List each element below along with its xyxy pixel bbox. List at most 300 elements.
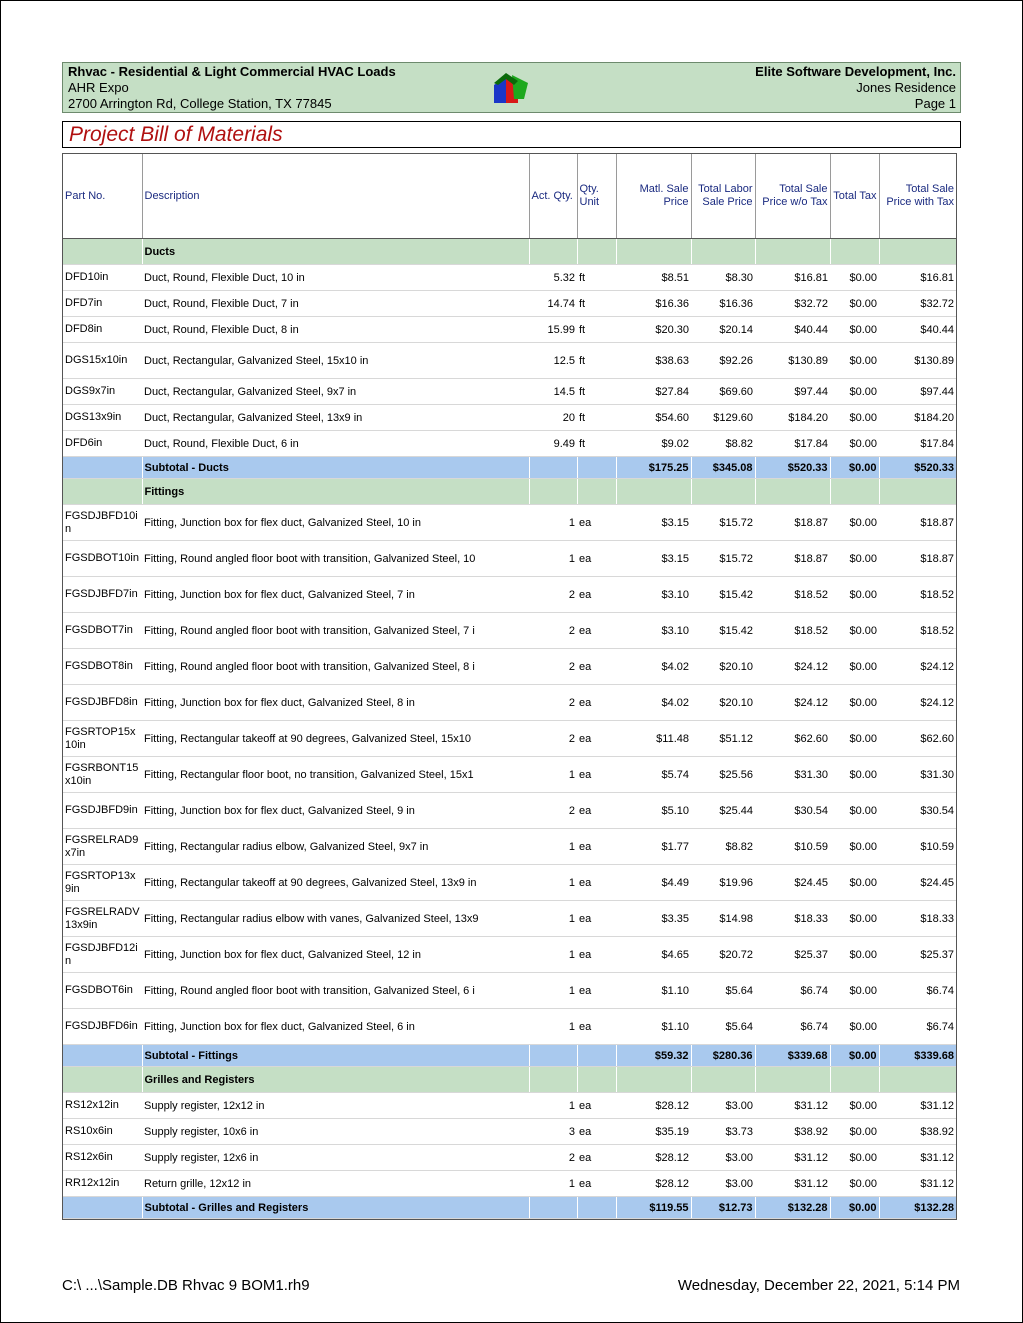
- act-qty-cell: 9.49: [529, 431, 577, 457]
- description-cell: Fitting, Rectangular takeoff at 90 degrees, Galvanized Steel, 15x10: [142, 721, 529, 757]
- app-title: Rhvac - Residential & Light Commercial HVAC Loads: [68, 64, 396, 79]
- table-row: [63, 613, 956, 649]
- category-cell: [577, 1067, 616, 1093]
- price-with-tax-cell: $31.12: [879, 1171, 956, 1197]
- labor-price-cell: $8.30: [691, 265, 755, 291]
- matl-price-cell: $11.48: [616, 721, 691, 757]
- labor-price-cell: $129.60: [691, 405, 755, 431]
- qty-unit-cell: ea: [577, 937, 616, 973]
- act-qty-cell: 15.99: [529, 317, 577, 343]
- col-price-wo-tax: Total Sale Price w/o Tax: [755, 154, 830, 239]
- description-cell: Fitting, Junction box for flex duct, Galvanized Steel, 9 in: [142, 793, 529, 829]
- labor-price-cell: $15.72: [691, 541, 755, 577]
- price-wo-tax-cell: $6.74: [755, 973, 830, 1009]
- labor-price-cell: $25.56: [691, 757, 755, 793]
- subtotal-empty-cell: [577, 457, 616, 479]
- qty-unit-cell: ea: [577, 1171, 616, 1197]
- description-cell: Fitting, Rectangular floor boot, no transition, Galvanized Steel, 15x1: [142, 757, 529, 793]
- labor-price-cell: $5.64: [691, 973, 755, 1009]
- table-row: [63, 937, 956, 973]
- price-wo-tax-cell: $17.84: [755, 431, 830, 457]
- price-with-tax-cell: $16.81: [879, 265, 956, 291]
- price-wo-tax-cell: $32.72: [755, 291, 830, 317]
- act-qty-cell: 2: [529, 721, 577, 757]
- matl-price-cell: $3.35: [616, 901, 691, 937]
- tax-cell: $0.00: [830, 973, 879, 1009]
- labor-price-cell: $5.64: [691, 1009, 755, 1045]
- labor-price-cell: $20.10: [691, 685, 755, 721]
- description-cell: Fitting, Round angled floor boot with transition, Galvanized Steel, 8 i: [142, 649, 529, 685]
- qty-unit-cell: ea: [577, 1119, 616, 1145]
- act-qty-cell: 14.74: [529, 291, 577, 317]
- part-no-cell: FGSRELRADV13x9in: [63, 901, 142, 937]
- matl-price-cell: $28.12: [616, 1171, 691, 1197]
- table-row: [63, 405, 956, 431]
- act-qty-cell: 1: [529, 901, 577, 937]
- category-cell: [755, 239, 830, 265]
- report-title-box: [62, 121, 961, 148]
- table-row: [63, 379, 956, 405]
- description-cell: Fitting, Junction box for flex duct, Galvanized Steel, 12 in: [142, 937, 529, 973]
- subtotal-matl: $119.55: [616, 1197, 691, 1219]
- qty-unit-cell: ft: [577, 343, 616, 379]
- tax-cell: $0.00: [830, 291, 879, 317]
- subtotal-label: Subtotal - Ducts: [142, 457, 529, 479]
- col-description: Description: [142, 154, 529, 239]
- qty-unit-cell: ea: [577, 973, 616, 1009]
- part-no-cell: FGSDBOT10in: [63, 541, 142, 577]
- tax-cell: $0.00: [830, 505, 879, 541]
- price-with-tax-cell: $30.54: [879, 793, 956, 829]
- part-no-cell: DFD6in: [63, 431, 142, 457]
- qty-unit-cell: ft: [577, 379, 616, 405]
- matl-price-cell: $1.10: [616, 973, 691, 1009]
- matl-price-cell: $27.84: [616, 379, 691, 405]
- labor-price-cell: $20.10: [691, 649, 755, 685]
- tax-cell: $0.00: [830, 265, 879, 291]
- matl-price-cell: $3.15: [616, 505, 691, 541]
- labor-price-cell: $8.82: [691, 431, 755, 457]
- category-cell: [879, 239, 956, 265]
- price-wo-tax-cell: $24.12: [755, 649, 830, 685]
- tax-cell: $0.00: [830, 865, 879, 901]
- description-cell: Supply register, 10x6 in: [142, 1119, 529, 1145]
- tax-cell: $0.00: [830, 379, 879, 405]
- category-cell: [830, 239, 879, 265]
- description-cell: Fitting, Rectangular radius elbow, Galvanized Steel, 9x7 in: [142, 829, 529, 865]
- part-no-cell: DFD8in: [63, 317, 142, 343]
- price-with-tax-cell: $40.44: [879, 317, 956, 343]
- price-wo-tax-cell: $30.54: [755, 793, 830, 829]
- qty-unit-cell: ea: [577, 577, 616, 613]
- col-labor-price: Total Labor Sale Price: [691, 154, 755, 239]
- price-wo-tax-cell: $130.89: [755, 343, 830, 379]
- price-wo-tax-cell: $18.87: [755, 505, 830, 541]
- table-row: [63, 721, 956, 757]
- description-cell: Fitting, Round angled floor boot with transition, Galvanized Steel, 7 i: [142, 613, 529, 649]
- matl-price-cell: $16.36: [616, 291, 691, 317]
- table-row: [63, 431, 956, 457]
- part-no-cell: RS12x6in: [63, 1145, 142, 1171]
- col-part-no: Part No.: [63, 154, 142, 239]
- matl-price-cell: $20.30: [616, 317, 691, 343]
- category-name: Grilles and Registers: [142, 1067, 529, 1093]
- description-cell: Duct, Rectangular, Galvanized Steel, 15x10 in: [142, 343, 529, 379]
- qty-unit-cell: ft: [577, 291, 616, 317]
- price-with-tax-cell: $6.74: [879, 973, 956, 1009]
- part-no-cell: RS10x6in: [63, 1119, 142, 1145]
- subtotal-matl: $59.32: [616, 1045, 691, 1067]
- table-row: [63, 317, 956, 343]
- col-matl-price: Matl. Sale Price: [616, 154, 691, 239]
- description-cell: Fitting, Junction box for flex duct, Galvanized Steel, 6 in: [142, 1009, 529, 1045]
- act-qty-cell: 2: [529, 1145, 577, 1171]
- tax-cell: $0.00: [830, 829, 879, 865]
- description-cell: Fitting, Junction box for flex duct, Galvanized Steel, 7 in: [142, 577, 529, 613]
- price-wo-tax-cell: $31.12: [755, 1093, 830, 1119]
- qty-unit-cell: ea: [577, 685, 616, 721]
- tax-cell: $0.00: [830, 431, 879, 457]
- labor-price-cell: $15.42: [691, 613, 755, 649]
- part-no-cell: FGSRTOP13x9in: [63, 865, 142, 901]
- labor-price-cell: $16.36: [691, 291, 755, 317]
- price-with-tax-cell: $18.87: [879, 541, 956, 577]
- table-row: [63, 343, 956, 379]
- tax-cell: $0.00: [830, 793, 879, 829]
- price-wo-tax-cell: $62.60: [755, 721, 830, 757]
- price-wo-tax-cell: $31.12: [755, 1171, 830, 1197]
- labor-price-cell: $3.00: [691, 1171, 755, 1197]
- tax-cell: $0.00: [830, 405, 879, 431]
- act-qty-cell: 3: [529, 1119, 577, 1145]
- subtotal-empty-cell: [63, 457, 142, 479]
- price-wo-tax-cell: $18.52: [755, 577, 830, 613]
- description-cell: Fitting, Rectangular takeoff at 90 degrees, Galvanized Steel, 13x9 in: [142, 865, 529, 901]
- price-with-tax-cell: $31.12: [879, 1145, 956, 1171]
- page-number: Page 1: [914, 96, 956, 111]
- category-cell: [577, 479, 616, 505]
- act-qty-cell: 1: [529, 505, 577, 541]
- category-row: [63, 1067, 956, 1093]
- price-with-tax-cell: $18.52: [879, 613, 956, 649]
- matl-price-cell: $38.63: [616, 343, 691, 379]
- act-qty-cell: 1: [529, 757, 577, 793]
- part-no-cell: FGSDBOT7in: [63, 613, 142, 649]
- subtotal-labor: $12.73: [691, 1197, 755, 1219]
- labor-price-cell: $3.00: [691, 1093, 755, 1119]
- act-qty-cell: 1: [529, 1009, 577, 1045]
- price-wo-tax-cell: $24.45: [755, 865, 830, 901]
- matl-price-cell: $3.10: [616, 613, 691, 649]
- category-cell: [879, 1067, 956, 1093]
- part-no-cell: DGS9x7in: [63, 379, 142, 405]
- company-address: 2700 Arrington Rd, College Station, TX 77845: [68, 96, 332, 111]
- description-cell: Fitting, Round angled floor boot with transition, Galvanized Steel, 6 i: [142, 973, 529, 1009]
- act-qty-cell: 1: [529, 829, 577, 865]
- table-row: [63, 1119, 956, 1145]
- description-cell: Return grille, 12x12 in: [142, 1171, 529, 1197]
- price-with-tax-cell: $17.84: [879, 431, 956, 457]
- part-no-cell: DGS13x9in: [63, 405, 142, 431]
- matl-price-cell: $4.02: [616, 685, 691, 721]
- subtotal-tax: $0.00: [830, 457, 879, 479]
- subtotal-wo-tax: $520.33: [755, 457, 830, 479]
- subtotal-empty-cell: [529, 1045, 577, 1067]
- table-row: [63, 649, 956, 685]
- labor-price-cell: $19.96: [691, 865, 755, 901]
- price-with-tax-cell: $32.72: [879, 291, 956, 317]
- subtotal-matl: $175.25: [616, 457, 691, 479]
- category-cell: [691, 479, 755, 505]
- price-wo-tax-cell: $97.44: [755, 379, 830, 405]
- labor-price-cell: $20.14: [691, 317, 755, 343]
- category-cell: [63, 479, 142, 505]
- tax-cell: $0.00: [830, 541, 879, 577]
- tax-cell: $0.00: [830, 757, 879, 793]
- act-qty-cell: 1: [529, 541, 577, 577]
- price-wo-tax-cell: $16.81: [755, 265, 830, 291]
- qty-unit-cell: ea: [577, 865, 616, 901]
- price-with-tax-cell: $184.20: [879, 405, 956, 431]
- subtotal-label: Subtotal - Fittings: [142, 1045, 529, 1067]
- price-with-tax-cell: $18.87: [879, 505, 956, 541]
- part-no-cell: FGSDBOT6in: [63, 973, 142, 1009]
- price-wo-tax-cell: $31.12: [755, 1145, 830, 1171]
- act-qty-cell: 20: [529, 405, 577, 431]
- part-no-cell: FGSRELRAD9x7in: [63, 829, 142, 865]
- price-with-tax-cell: $18.33: [879, 901, 956, 937]
- matl-price-cell: $3.10: [616, 577, 691, 613]
- subtotal-with-tax: $339.68: [879, 1045, 956, 1067]
- subtotal-tax: $0.00: [830, 1197, 879, 1219]
- price-wo-tax-cell: $31.30: [755, 757, 830, 793]
- part-no-cell: RS12x12in: [63, 1093, 142, 1119]
- tax-cell: $0.00: [830, 343, 879, 379]
- labor-price-cell: $51.12: [691, 721, 755, 757]
- price-wo-tax-cell: $25.37: [755, 937, 830, 973]
- tax-cell: $0.00: [830, 317, 879, 343]
- tax-cell: $0.00: [830, 721, 879, 757]
- table-row: [63, 1171, 956, 1197]
- description-cell: Fitting, Round angled floor boot with transition, Galvanized Steel, 10: [142, 541, 529, 577]
- subtotal-empty-cell: [577, 1045, 616, 1067]
- subtotal-empty-cell: [63, 1045, 142, 1067]
- vendor-name: Elite Software Development, Inc.: [755, 64, 956, 79]
- matl-price-cell: $3.15: [616, 541, 691, 577]
- category-cell: [830, 479, 879, 505]
- category-row: [63, 239, 956, 265]
- category-cell: [830, 1067, 879, 1093]
- category-cell: [63, 1067, 142, 1093]
- act-qty-cell: 2: [529, 577, 577, 613]
- qty-unit-cell: ea: [577, 613, 616, 649]
- matl-price-cell: $1.10: [616, 1009, 691, 1045]
- price-with-tax-cell: $24.45: [879, 865, 956, 901]
- category-name: Fittings: [142, 479, 529, 505]
- part-no-cell: FGSRTOP15x10in: [63, 721, 142, 757]
- price-with-tax-cell: $10.59: [879, 829, 956, 865]
- subtotal-with-tax: $520.33: [879, 457, 956, 479]
- tax-cell: $0.00: [830, 649, 879, 685]
- footer-file-path: C:\ ...\Sample.DB Rhvac 9 BOM1.rh9: [62, 1277, 310, 1294]
- matl-price-cell: $9.02: [616, 431, 691, 457]
- labor-price-cell: $8.82: [691, 829, 755, 865]
- table-row: [63, 685, 956, 721]
- description-cell: Duct, Round, Flexible Duct, 7 in: [142, 291, 529, 317]
- subtotal-tax: $0.00: [830, 1045, 879, 1067]
- matl-price-cell: $4.49: [616, 865, 691, 901]
- subtotal-empty-cell: [63, 1197, 142, 1219]
- matl-price-cell: $4.02: [616, 649, 691, 685]
- qty-unit-cell: ft: [577, 317, 616, 343]
- matl-price-cell: $5.10: [616, 793, 691, 829]
- matl-price-cell: $28.12: [616, 1093, 691, 1119]
- house-logo-icon: [492, 71, 532, 107]
- table-row: [63, 265, 956, 291]
- price-with-tax-cell: $31.30: [879, 757, 956, 793]
- price-with-tax-cell: $31.12: [879, 1093, 956, 1119]
- tax-cell: $0.00: [830, 1171, 879, 1197]
- act-qty-cell: 2: [529, 649, 577, 685]
- subtotal-labor: $280.36: [691, 1045, 755, 1067]
- company-name: AHR Expo: [68, 80, 129, 95]
- labor-price-cell: $3.00: [691, 1145, 755, 1171]
- table-row: [63, 577, 956, 613]
- matl-price-cell: $4.65: [616, 937, 691, 973]
- table-row: [63, 757, 956, 793]
- table-row: [63, 865, 956, 901]
- description-cell: Duct, Round, Flexible Duct, 8 in: [142, 317, 529, 343]
- tax-cell: $0.00: [830, 613, 879, 649]
- subtotal-empty-cell: [529, 457, 577, 479]
- qty-unit-cell: ea: [577, 829, 616, 865]
- matl-price-cell: $28.12: [616, 1145, 691, 1171]
- act-qty-cell: 1: [529, 1171, 577, 1197]
- act-qty-cell: 2: [529, 793, 577, 829]
- price-with-tax-cell: $97.44: [879, 379, 956, 405]
- table-header-row: [63, 154, 956, 239]
- description-cell: Duct, Round, Flexible Duct, 10 in: [142, 265, 529, 291]
- subtotal-wo-tax: $132.28: [755, 1197, 830, 1219]
- act-qty-cell: 12.5: [529, 343, 577, 379]
- category-cell: [616, 479, 691, 505]
- table-row: [63, 1145, 956, 1171]
- report-title: Project Bill of Materials: [69, 123, 283, 146]
- price-with-tax-cell: $38.92: [879, 1119, 956, 1145]
- tax-cell: $0.00: [830, 1145, 879, 1171]
- tax-cell: $0.00: [830, 937, 879, 973]
- matl-price-cell: $54.60: [616, 405, 691, 431]
- subtotal-labor: $345.08: [691, 457, 755, 479]
- table-row: [63, 291, 956, 317]
- qty-unit-cell: ea: [577, 1145, 616, 1171]
- act-qty-cell: 5.32: [529, 265, 577, 291]
- tax-cell: $0.00: [830, 1119, 879, 1145]
- subtotal-row: [63, 457, 956, 479]
- act-qty-cell: 2: [529, 613, 577, 649]
- qty-unit-cell: ft: [577, 265, 616, 291]
- description-cell: Supply register, 12x12 in: [142, 1093, 529, 1119]
- subtotal-wo-tax: $339.68: [755, 1045, 830, 1067]
- price-wo-tax-cell: $38.92: [755, 1119, 830, 1145]
- matl-price-cell: $8.51: [616, 265, 691, 291]
- labor-price-cell: $92.26: [691, 343, 755, 379]
- footer-datetime: Wednesday, December 22, 2021, 5:14 PM: [677, 1277, 960, 1294]
- price-wo-tax-cell: $10.59: [755, 829, 830, 865]
- part-no-cell: FGSDJBFD9in: [63, 793, 142, 829]
- description-cell: Fitting, Rectangular radius elbow with vanes, Galvanized Steel, 13x9: [142, 901, 529, 937]
- qty-unit-cell: ea: [577, 757, 616, 793]
- description-cell: Duct, Rectangular, Galvanized Steel, 13x9 in: [142, 405, 529, 431]
- category-cell: [755, 1067, 830, 1093]
- category-cell: [577, 239, 616, 265]
- tax-cell: $0.00: [830, 1093, 879, 1119]
- qty-unit-cell: ea: [577, 649, 616, 685]
- act-qty-cell: 14.5: [529, 379, 577, 405]
- price-with-tax-cell: $18.52: [879, 577, 956, 613]
- matl-price-cell: $35.19: [616, 1119, 691, 1145]
- price-with-tax-cell: $24.12: [879, 685, 956, 721]
- category-cell: [529, 479, 577, 505]
- category-cell: [879, 479, 956, 505]
- labor-price-cell: $25.44: [691, 793, 755, 829]
- col-price-with-tax: Total Sale Price with Tax: [879, 154, 956, 239]
- category-cell: [616, 1067, 691, 1093]
- part-no-cell: FGSDJBFD7in: [63, 577, 142, 613]
- bom-table: [62, 153, 957, 1220]
- price-with-tax-cell: $62.60: [879, 721, 956, 757]
- category-cell: [63, 239, 142, 265]
- price-wo-tax-cell: $24.12: [755, 685, 830, 721]
- price-wo-tax-cell: $40.44: [755, 317, 830, 343]
- category-cell: [529, 1067, 577, 1093]
- part-no-cell: DFD7in: [63, 291, 142, 317]
- qty-unit-cell: ea: [577, 793, 616, 829]
- price-with-tax-cell: $130.89: [879, 343, 956, 379]
- part-no-cell: FGSDJBFD12in: [63, 937, 142, 973]
- part-no-cell: FGSDJBFD6in: [63, 1009, 142, 1045]
- part-no-cell: FGSDJBFD8in: [63, 685, 142, 721]
- category-cell: [691, 1067, 755, 1093]
- act-qty-cell: 1: [529, 937, 577, 973]
- act-qty-cell: 1: [529, 1093, 577, 1119]
- part-no-cell: DFD10in: [63, 265, 142, 291]
- labor-price-cell: $69.60: [691, 379, 755, 405]
- category-cell: [755, 479, 830, 505]
- labor-price-cell: $14.98: [691, 901, 755, 937]
- qty-unit-cell: ea: [577, 1009, 616, 1045]
- subtotal-row: [63, 1045, 956, 1067]
- subtotal-with-tax: $132.28: [879, 1197, 956, 1219]
- act-qty-cell: 2: [529, 685, 577, 721]
- matl-price-cell: $1.77: [616, 829, 691, 865]
- table-row: [63, 541, 956, 577]
- description-cell: Fitting, Junction box for flex duct, Galvanized Steel, 10 in: [142, 505, 529, 541]
- tax-cell: $0.00: [830, 1009, 879, 1045]
- price-wo-tax-cell: $184.20: [755, 405, 830, 431]
- part-no-cell: DGS15x10in: [63, 343, 142, 379]
- part-no-cell: FGSRBONT15x10in: [63, 757, 142, 793]
- category-row: [63, 479, 956, 505]
- table-row: [63, 793, 956, 829]
- description-cell: Duct, Rectangular, Galvanized Steel, 9x7 in: [142, 379, 529, 405]
- col-total-tax: Total Tax: [830, 154, 879, 239]
- subtotal-empty-cell: [577, 1197, 616, 1219]
- tax-cell: $0.00: [830, 577, 879, 613]
- table-row: [63, 829, 956, 865]
- price-wo-tax-cell: $18.52: [755, 613, 830, 649]
- qty-unit-cell: ea: [577, 721, 616, 757]
